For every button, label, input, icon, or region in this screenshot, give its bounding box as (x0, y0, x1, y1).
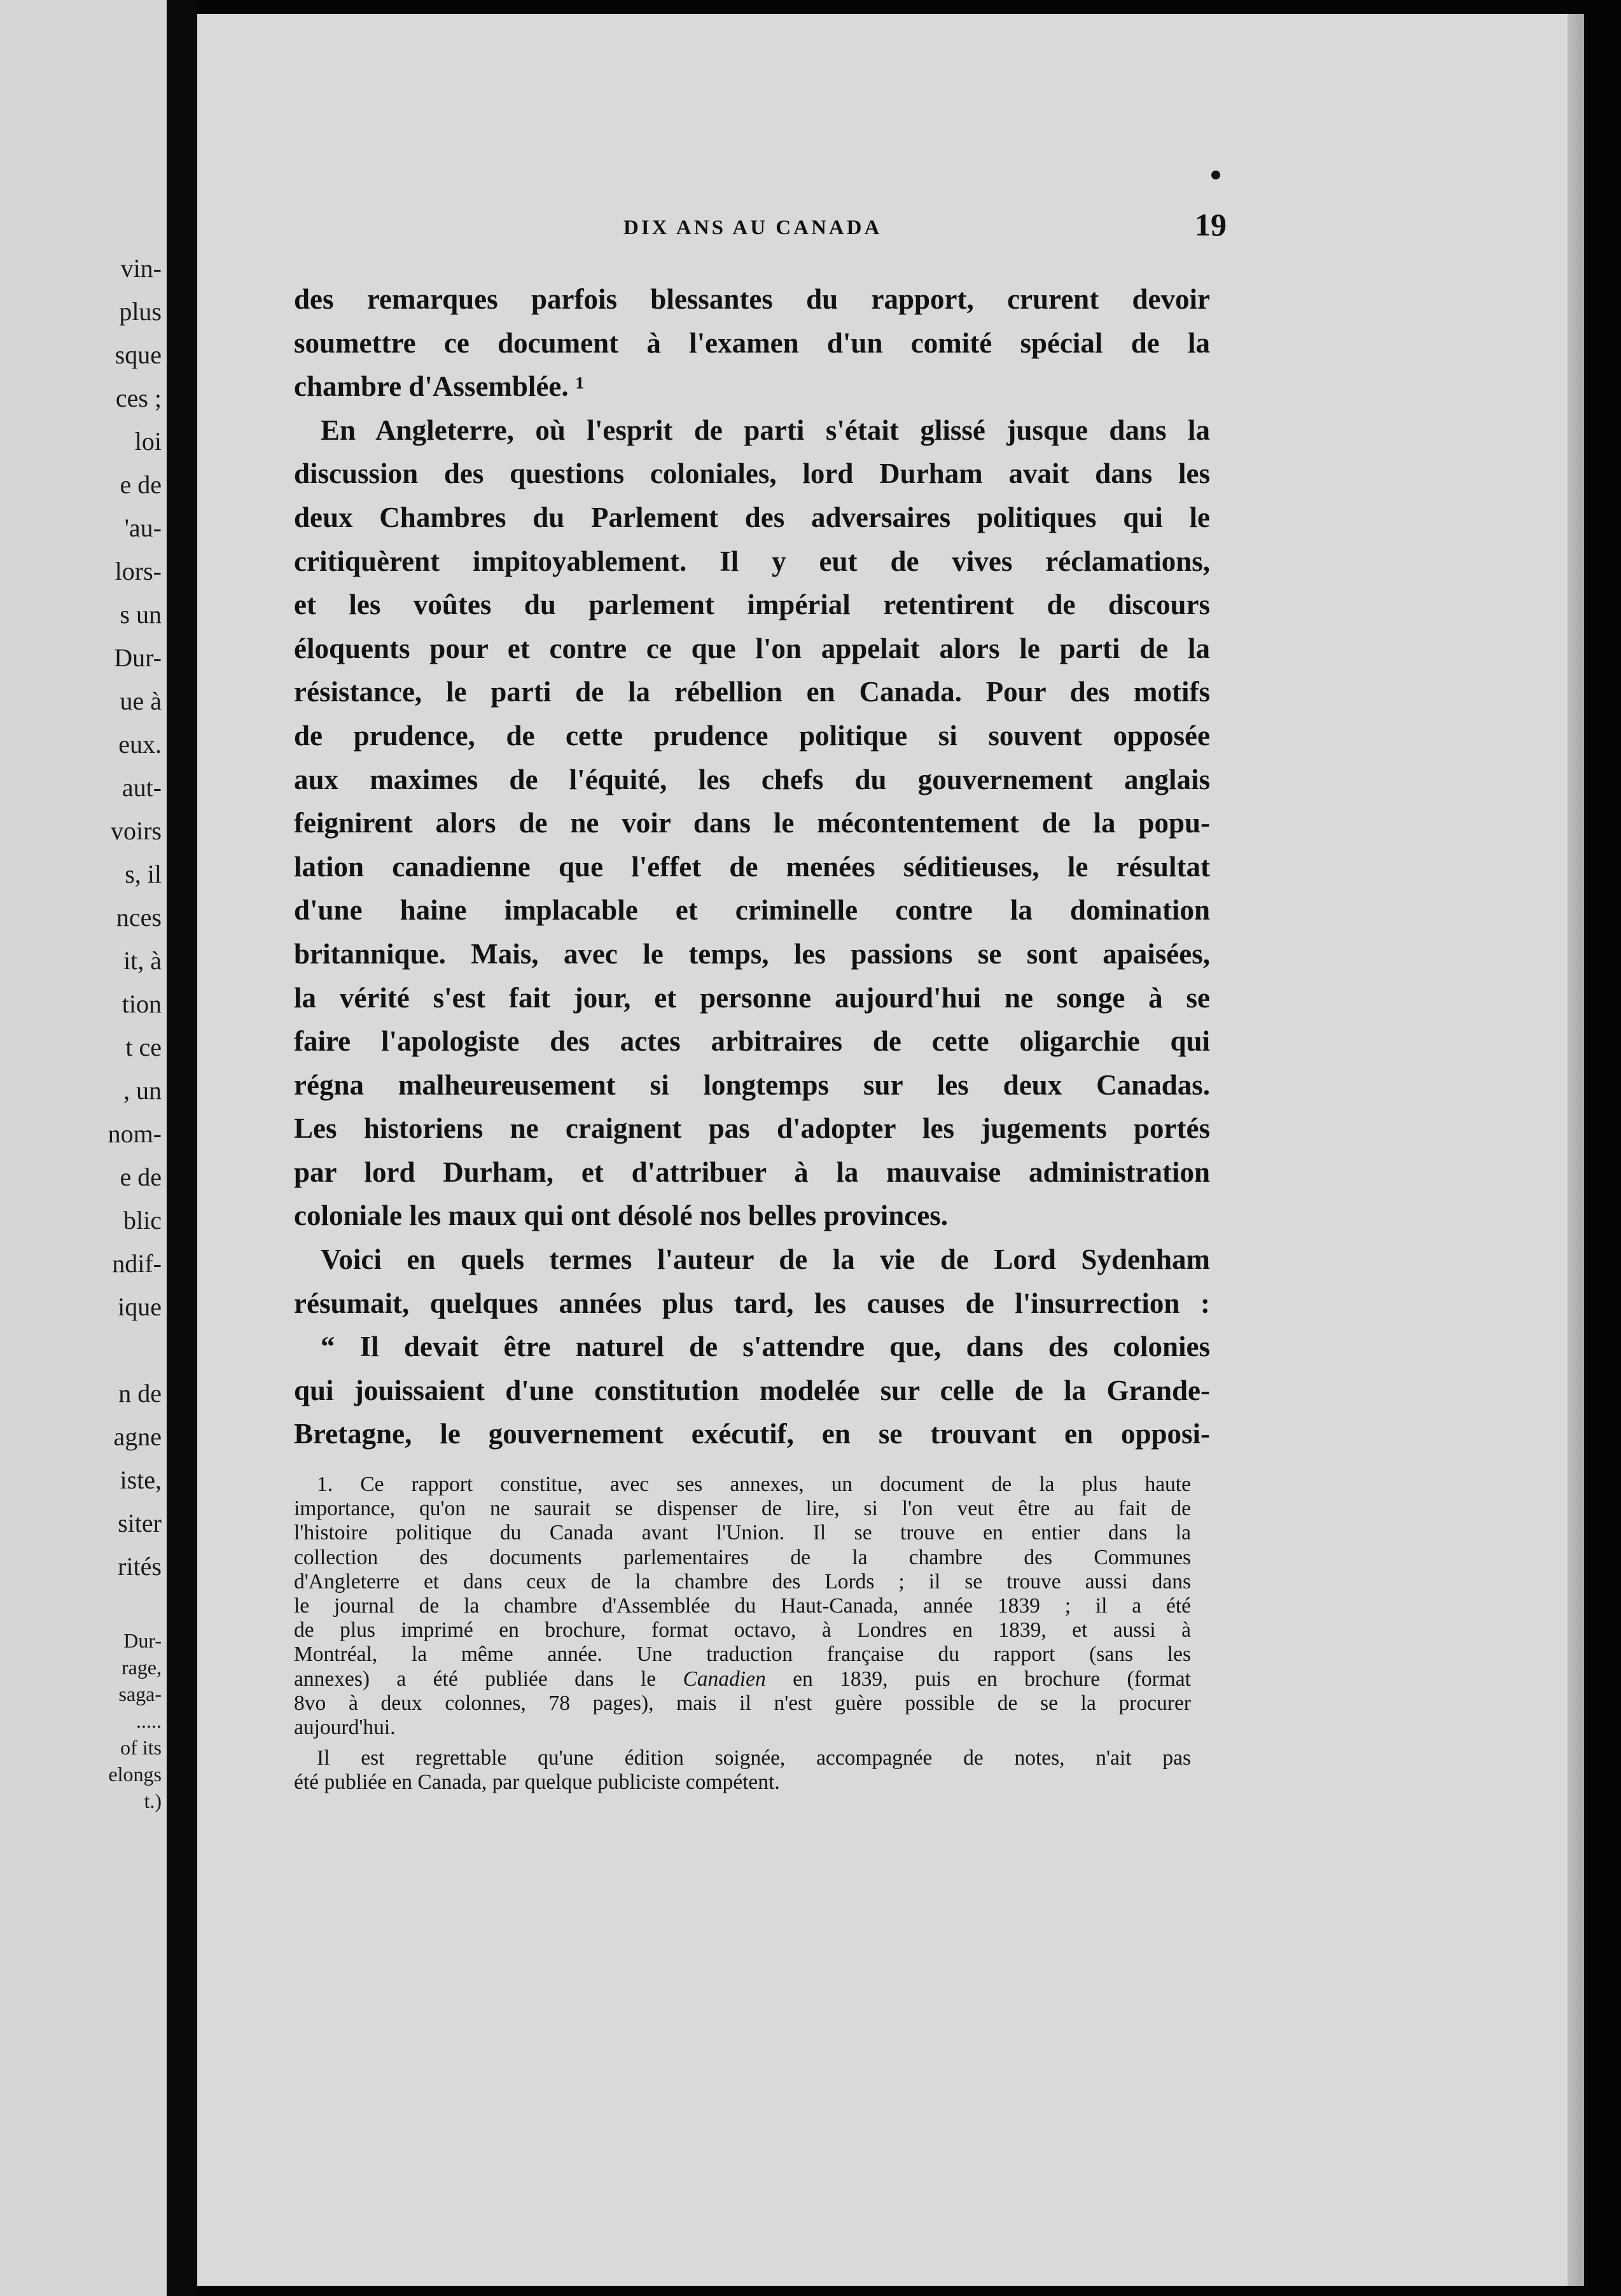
left-page-footnote-line: rage, (121, 1656, 162, 1679)
left-page-line: iste, (120, 1466, 162, 1494)
left-page-line: Dur- (114, 643, 162, 672)
page-number: 19 (1195, 207, 1227, 242)
body-line: lation canadienne que l'effet de menées séditieuses, le résultat (294, 850, 1210, 883)
left-page-line: nom- (108, 1119, 162, 1148)
running-head: DIX ANS AU CANADA (623, 216, 882, 239)
body-line: par lord Durham, et d'attribuer à la mauvaise administration (294, 1156, 1210, 1188)
page (197, 14, 1584, 2286)
left-page-line: loi (134, 427, 162, 456)
left-page-line: , un (123, 1076, 162, 1105)
footnote-line: 8vo à deux colonnes, 78 pages), mais il n'est guère possible de se la procurer (294, 1691, 1191, 1715)
left-page-footnote-line: ..... (136, 1709, 162, 1732)
body-line: résumait, quelques années plus tard, les causes de l'insurrection : (294, 1287, 1210, 1319)
footnote-line: de plus imprimé en brochure, format octavo, à Londres en 1839, et aussi à (294, 1618, 1191, 1642)
body-line: deux Chambres du Parlement des adversaires politiques qui le (294, 501, 1210, 533)
body-line: régna malheureusement si longtemps sur les deux Canadas. (294, 1068, 1210, 1101)
left-page-line: nces (116, 903, 162, 932)
footnote-line: Montréal, la même année. Une traduction française du rapport (sans les (294, 1642, 1191, 1667)
body-line: soumettre ce document à l'examen d'un comité spécial de la (294, 326, 1210, 359)
footnote-line: l'histoire politique du Canada avant l'Union. Il se trouve en entier dans la (294, 1521, 1191, 1545)
left-page-line: ue à (120, 687, 162, 715)
left-page-line: eux. (118, 730, 162, 759)
body-line: qui jouissaient d'une constitution modelée sur celle de la Grande- (294, 1374, 1210, 1406)
left-page-line: 'au- (124, 514, 162, 542)
left-page-line: vin- (120, 254, 162, 283)
footnote-line: collection des documents parlementaires de la chambre des Communes (294, 1545, 1191, 1569)
footnote-line: Il est regrettable qu'une édition soignée, accompagnée de notes, n'ait pas (317, 1746, 1191, 1770)
left-page-line: agne (113, 1422, 162, 1451)
left-page-line: e de (120, 1163, 162, 1191)
body-line: “ Il devait être naturel de s'attendre que, dans des colonies (321, 1331, 1210, 1363)
footnotes (294, 1473, 1191, 1795)
book-gutter (167, 0, 197, 2296)
left-page-line: s, il (125, 860, 162, 888)
left-page-line: s un (120, 600, 162, 629)
left-page-line: plus (119, 297, 162, 326)
body-line: des remarques parfois blessantes du rapport, crurent devoir (294, 283, 1210, 315)
left-page-line: ces ; (115, 384, 162, 412)
body-line: britannique. Mais, avec le temps, les passions se sont apaisées, (294, 937, 1210, 970)
footnote-line: importance, qu'on ne saurait se dispenser de lire, si l'on veut être au fait de (294, 1497, 1191, 1521)
left-facing-page-strip (0, 0, 167, 2296)
left-page-footnote-line: t.) (144, 1789, 162, 1812)
body-line: éloquents pour et contre ce que l'on appelait alors le parti de la (294, 632, 1210, 664)
body-line: résistance, le parti de la rébellion en Canada. Pour des motifs (294, 676, 1210, 708)
left-page-line: t ce (125, 1033, 162, 1061)
body-line: En Angleterre, où l'esprit de parti s'était glissé jusque dans la (321, 414, 1210, 446)
left-page-footnote-line: saga- (118, 1683, 162, 1705)
body-line: d'une haine implacable et criminelle contre la domination (294, 894, 1210, 927)
body-line: Voici en quels termes l'auteur de la vie de Lord Sydenham (321, 1243, 1210, 1276)
footnote-line: 1. Ce rapport constitue, avec ses annexes, un document de la plus haute (317, 1473, 1191, 1496)
body-line: critiquèrent impitoyablement. Il y eut de vives réclamations, (294, 545, 1210, 577)
footnote-line: été publiée en Canada, par quelque publiciste compétent. (294, 1770, 780, 1795)
footnote-line: aujourd'hui. (294, 1715, 396, 1739)
body-line: faire l'apologiste des actes arbitraires de cette oligarchie qui (294, 1025, 1210, 1058)
body-line: feignirent alors de ne voir dans le mécontentement de la popu- (294, 807, 1210, 839)
left-page-line: rités (118, 1552, 162, 1581)
footnote-line (294, 1667, 1191, 1691)
left-page-line: voirs (111, 816, 162, 845)
left-page-line: ndif- (112, 1249, 162, 1278)
body-line: la vérité s'est fait jour, et personne aujourd'hui ne songe à se (294, 981, 1210, 1014)
body-line: de prudence, de cette prudence politique si souvent opposée (294, 719, 1210, 752)
body-line: coloniale les maux qui ont désolé nos belles provinces. (294, 1200, 948, 1232)
body-line: discussion des questions coloniales, lord Durham avait dans les (294, 458, 1210, 490)
left-page-line: ique (118, 1292, 162, 1321)
footnote-text: annexes) a été publiée dans le (294, 1667, 683, 1691)
footnote-line: le journal de la chambre d'Assemblée du Haut-Canada, année 1839 ; il a été (294, 1593, 1191, 1618)
left-page-line: siter (118, 1509, 162, 1537)
left-page-footnote-line: elongs (108, 1763, 162, 1786)
body-line: chambre d'Assemblée. ¹ (294, 370, 585, 403)
left-page-line: e de (120, 470, 162, 499)
left-page-line: lors- (115, 557, 162, 585)
footnote-line: d'Angleterre et dans ceux de la chambre des Lords ; il se trouve aussi dans (294, 1569, 1191, 1593)
left-page-line: sque (115, 340, 162, 369)
body-text (294, 277, 1210, 1456)
body-line: et les voûtes du parlement impérial retentirent de discours (294, 589, 1210, 621)
left-page-footnote-line: of its (120, 1736, 162, 1759)
left-page-line: n de (118, 1379, 162, 1408)
page-edge (1568, 14, 1584, 2286)
body-line: Les historiens ne craignent pas d'adopter les jugements portés (294, 1112, 1210, 1145)
body-line: Bretagne, le gouvernement exécutif, en se trouvant en opposi- (294, 1418, 1210, 1450)
left-page-line: it, à (123, 946, 162, 975)
footnote-text: en 1839, puis en brochure (format (765, 1667, 1191, 1691)
left-page-line: blic (123, 1206, 162, 1235)
ink-dot (1211, 171, 1220, 179)
left-page-line: tion (122, 990, 162, 1018)
body-line: aux maximes de l'équité, les chefs du gouvernement anglais (294, 763, 1210, 795)
footnote-italic-title: Canadien (683, 1667, 766, 1691)
left-page-line: aut- (122, 773, 162, 802)
left-page-footnote-line: Dur- (123, 1629, 162, 1652)
